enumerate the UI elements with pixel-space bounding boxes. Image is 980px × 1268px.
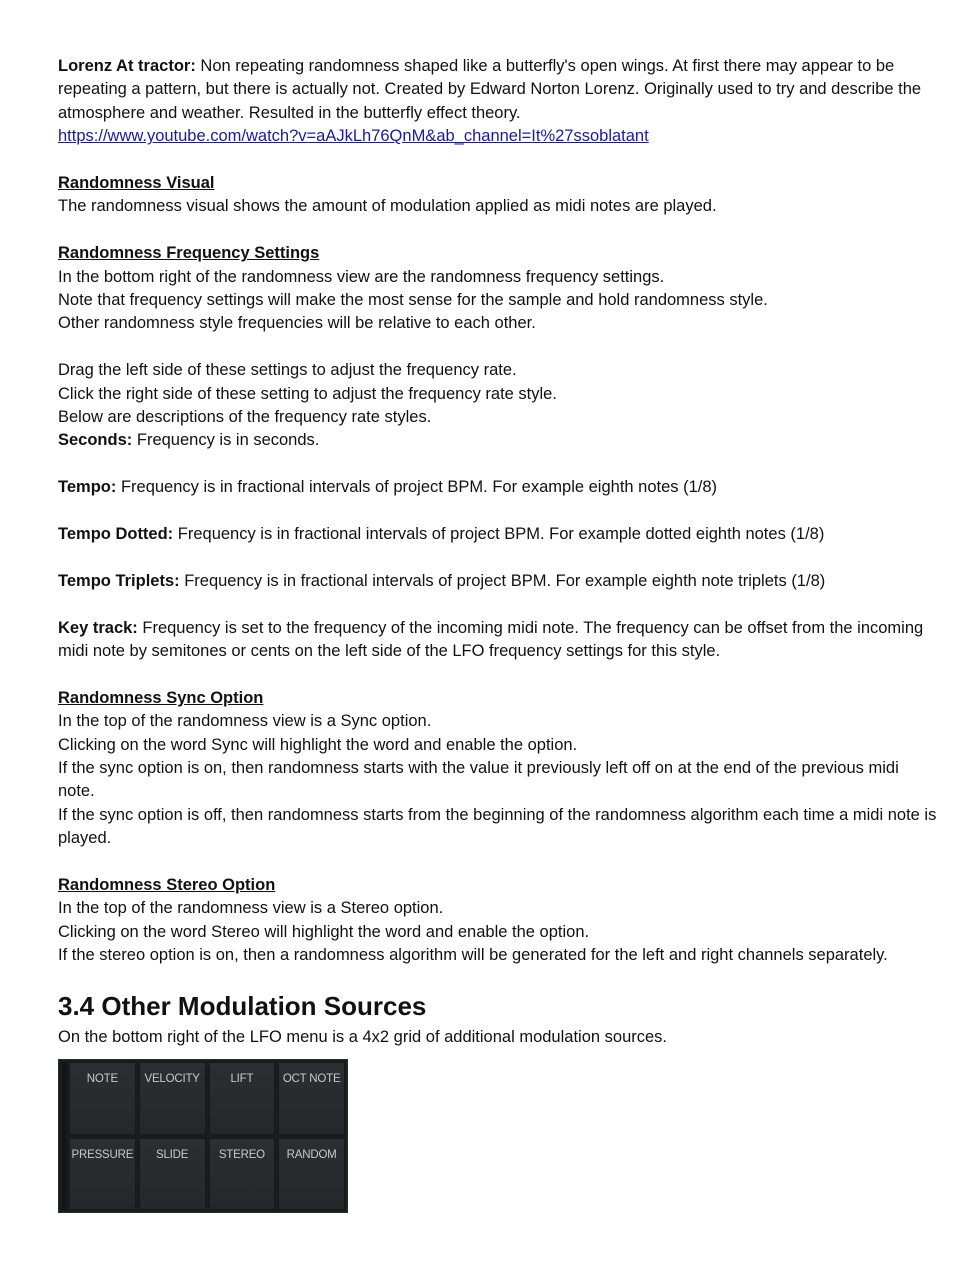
document-page — [58, 55, 938, 1213]
lorenz-paragraph — [58, 55, 938, 125]
stereo-line: Clicking on the word Stereo will highlight the word and enable the option. — [58, 922, 590, 941]
frequency-line: Drag the left side of these settings to adjust the frequency rate. — [58, 361, 517, 380]
rate-style-text: Frequency is in fractional intervals of project BPM. For example eighth notes (1/8) — [116, 478, 718, 497]
sync-line: Clicking on the word Sync will highlight the word and enable the option. — [58, 735, 578, 754]
section-title-other-modulation: 3.4 Other Modulation Sources — [58, 990, 427, 1021]
frequency-line: Note that frequency settings will make the most sense for the sample and hold randomness style. — [58, 291, 768, 310]
mod-source-pressure: PRESSURE — [69, 1138, 136, 1211]
rate-style-term: Tempo: — [58, 478, 117, 497]
sync-line: If the sync option is off, then randomness starts from the beginning of the randomness algorithm each time a midi note is played. — [58, 805, 937, 848]
mod-source-lift: LIFT — [209, 1062, 276, 1135]
mod-source-slide: SLIDE — [139, 1138, 206, 1211]
lorenz-youtube-link[interactable]: https://www.youtube.com/watch?v=aAJkLh76QnM&ab_channel=It%27ssoblatant — [58, 127, 649, 146]
other-intro: On the bottom right of the LFO menu is a 4x2 grid of additional modulation sources. — [58, 1027, 668, 1046]
rate-style-text: Frequency is set to the frequency of the incoming midi note. The frequency can be offset from the incoming midi note by semitones or cents on the left side of the LFO frequency settings for this style. — [58, 618, 924, 661]
lorenz-text: Non repeating randomness shaped like a butterfly's open wings. At first there may appear to be repeating a pattern, but there is actually not. Created by Edward Norton Lorenz. Originally used to try and describe the atmosphere and weather. Resulted in the butterfly effect theory. — [58, 57, 922, 122]
rate-style-term: Tempo Triplets: — [58, 571, 180, 590]
rate-style-text: Frequency is in fractional intervals of project BPM. For example eighth note triplets (1/8) — [179, 571, 826, 590]
mod-source-stereo: STEREO — [209, 1138, 276, 1211]
mod-source-random: RANDOM — [278, 1138, 345, 1211]
sync-line: If the sync option is on, then randomness starts with the value it previously left off on at the end of the previous midi note. — [58, 759, 899, 801]
frequency-line: Below are descriptions of the frequency rate styles. — [58, 408, 432, 427]
visual-text: The randomness visual shows the amount of modulation applied as midi notes are played. — [58, 197, 717, 216]
rate-style-term: Key track: — [58, 618, 138, 637]
rate-style-seconds — [58, 429, 938, 452]
modulation-sources-grid-image — [58, 1059, 348, 1213]
frequency-line: Other randomness style frequencies will be relative to each other. — [58, 314, 536, 333]
rate-style-tempo-triplets — [58, 570, 938, 593]
rate-style-text: Frequency is in seconds. — [132, 431, 320, 450]
rate-style-tempo-dotted — [58, 523, 938, 546]
mod-source-note: NOTE — [69, 1062, 136, 1135]
mod-source-velocity: VELOCITY — [139, 1062, 206, 1135]
rate-style-term: Tempo Dotted: — [58, 525, 174, 544]
rate-style-tempo — [58, 476, 938, 499]
rate-style-text: Frequency is in fractional intervals of project BPM. For example dotted eighth notes (1/8) — [173, 525, 825, 544]
rate-style-key-track — [58, 617, 938, 664]
rate-style-term: Seconds: — [58, 431, 133, 450]
frequency-line: Click the right side of these setting to adjust the frequency rate style. — [58, 384, 557, 403]
sync-line: In the top of the randomness view is a Sync option. — [58, 712, 432, 731]
section-heading-sync: Randomness Sync Option — [58, 688, 264, 707]
section-heading-frequency: Randomness Frequency Settings — [58, 244, 320, 263]
stereo-line: If the stereo option is on, then a randomness algorithm will be generated for the left and right channels separately. — [58, 946, 888, 965]
section-heading-stereo: Randomness Stereo Option — [58, 876, 276, 895]
frequency-line: In the bottom right of the randomness view are the randomness frequency settings. — [58, 267, 665, 286]
section-heading-visual: Randomness Visual — [58, 174, 215, 193]
grid-edge — [62, 1062, 67, 1210]
stereo-line: In the top of the randomness view is a Stereo option. — [58, 899, 444, 918]
lorenz-term: Lorenz At tractor: — [58, 57, 196, 75]
mod-source-oct-note: OCT NOTE — [278, 1062, 345, 1135]
